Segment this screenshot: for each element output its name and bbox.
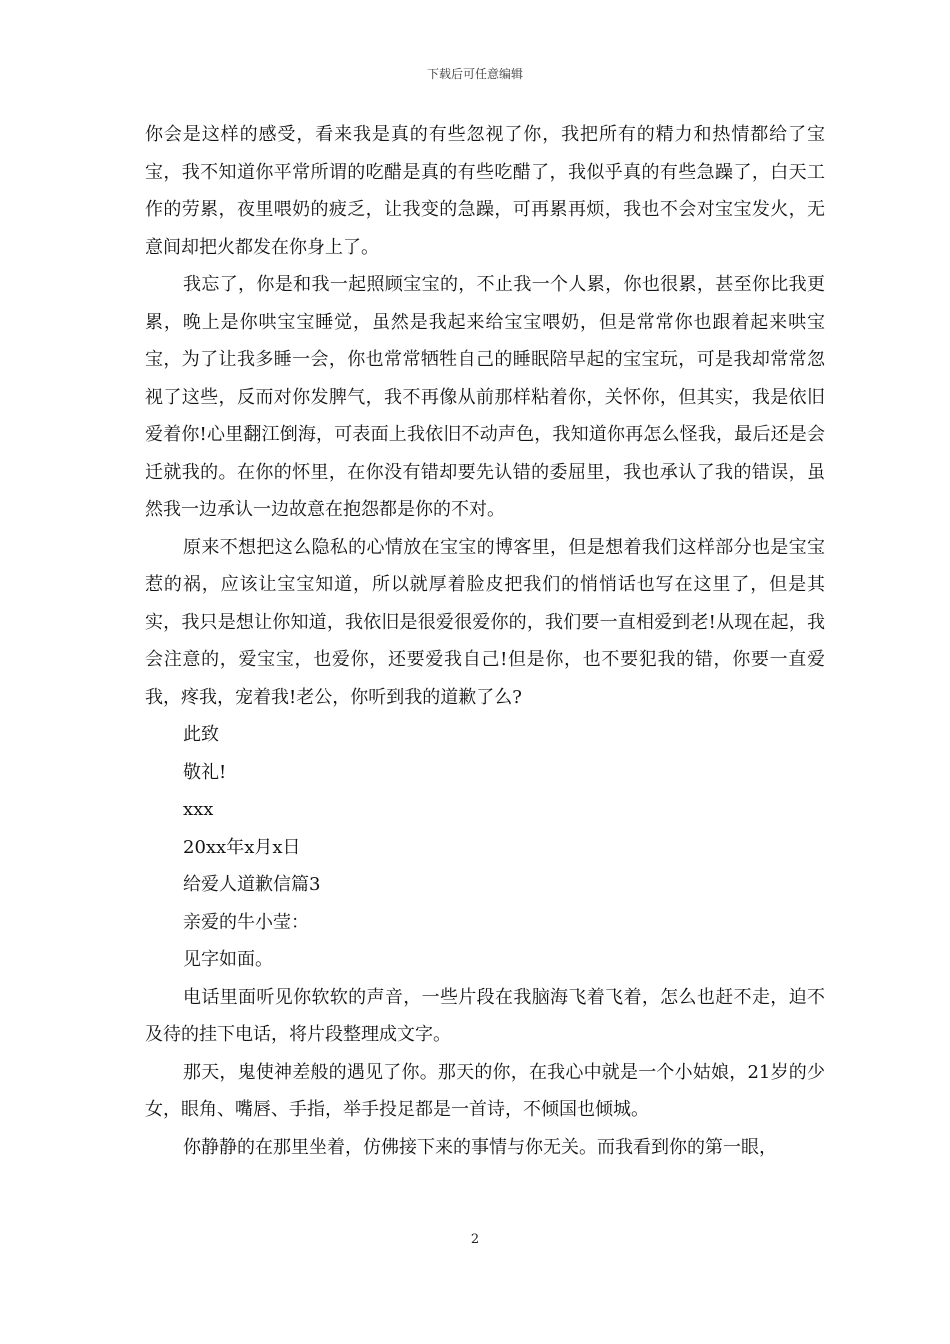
paragraph: 电话里面听见你软软的声音，一些片段在我脑海飞着飞着，怎么也赶不走，迫不及待的挂下电话，将片段整理成文字。 (145, 986, 825, 1045)
document-body (145, 116, 825, 1166)
paragraph: 原来不想把这么隐私的心情放在宝宝的博客里，但是想着我们这样部分也是宝宝惹的祸，应该让宝宝知道，所以就厚着脸皮把我们的悄悄话也写在这里了，但是其实，我只是想让你知道，我依旧是很爱很爱你的，我们要一直相爱到老!从现在起，我会注意的，爱宝宝，也爱你，还要爱我自己!但是你，也不要犯我的错，你要一直爱我，疼我，宠着我!老公，你听到我的道歉了么? (145, 536, 825, 708)
paragraph-continued: 你会是这样的感受，看来我是真的有些忽视了你，我把所有的精力和热情都给了宝宝，我不知道你平常所谓的吃醋是真的有些吃醋了，我似乎真的有些急躁了，白天工作的劳累，夜里喂奶的疲乏，让我变的急躁，可再累再烦，我也不会对宝宝发火，无意间却把火都发在你身上了。 (145, 124, 825, 258)
signature-date: 20xx年x月x日 (183, 836, 301, 858)
signature-name: xxx (183, 799, 214, 820)
closing-salutation: 敬礼! (183, 761, 227, 783)
paragraph: 我忘了，你是和我一起照顾宝宝的，不止我一个人累，你也很累，甚至你比我更累，晚上是你哄宝宝睡觉，虽然是我起来给宝宝喂奶，但是常常你也跟着起来哄宝宝，为了让我多睡一会，你也常常牺牲自己的睡眠陪早起的宝宝玩，可是我却常常忽视了这些，反而对你发脾气，我不再像从前那样粘着你，关怀你，但其实，我是依旧爱着你!心里翻江倒海，可表面上我依旧不动声色，我知道你再怎么怪我，最后还是会迁就我的。在你的怀里，在你没有错却要先认错的委屈里，我也承认了我的错误，虽然我一边承认一边故意在抱怨都是你的不对。 (145, 274, 825, 520)
page-number: 2 (470, 1232, 480, 1247)
letter-greeting: 亲爱的牛小莹： (183, 911, 309, 933)
closing-line: 此致 (183, 724, 219, 745)
page-header: 下载后可任意编辑 (426, 67, 523, 81)
section-title: 给爱人道歉信篇3 (183, 874, 321, 895)
letter-opening: 见字如面。 (183, 949, 273, 970)
paragraph: 你静静的在那里坐着，仿佛接下来的事情与你无关。而我看到你的第一眼， (183, 1136, 777, 1158)
paragraph: 那天，鬼使神差般的遇见了你。那天的你，在我心中就是一个小姑娘，21岁的少女，眼角、嘴唇、手指，举手投足都是一首诗，不倾国也倾城。 (145, 1061, 825, 1120)
